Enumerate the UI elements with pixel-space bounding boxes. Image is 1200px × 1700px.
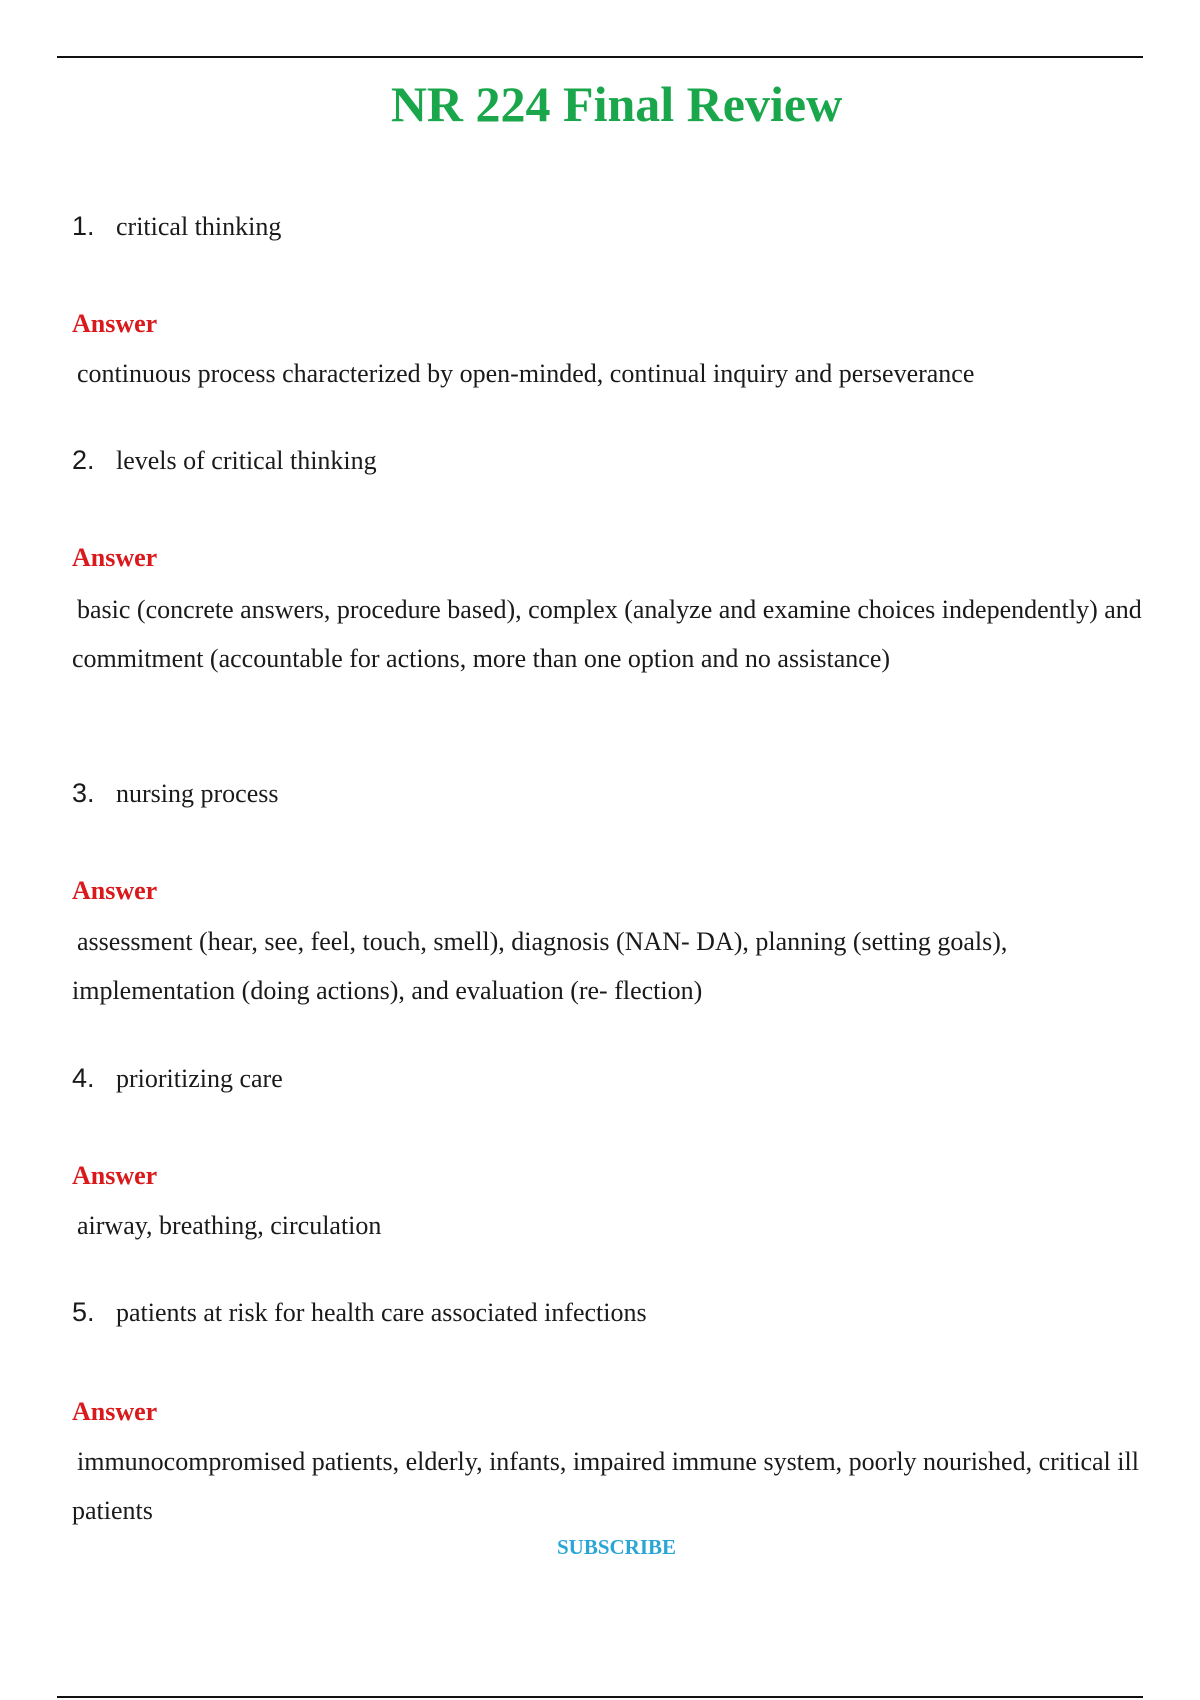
question-number: 4.	[72, 1063, 95, 1093]
question-5	[72, 1295, 647, 1330]
answer-body: assessment (hear, see, feel, touch, smell), diagnosis (NAN- DA), planning (setting goals), implementation (doing actions), and evaluation (re- flection)	[72, 927, 1008, 1005]
answer-text-5	[72, 1437, 1142, 1535]
answer-text-1	[72, 349, 1142, 398]
top-rule	[57, 56, 1143, 58]
answer-label-3: Answer	[72, 876, 158, 905]
bottom-rule	[57, 1696, 1143, 1698]
subscribe-link[interactable]: SUBSCRIBE	[556, 1535, 677, 1559]
answer-text-4	[72, 1201, 1142, 1250]
question-text: critical thinking	[116, 212, 282, 241]
question-text: levels of critical thinking	[116, 446, 377, 475]
answer-label-5: Answer	[72, 1397, 158, 1426]
question-text: prioritizing care	[116, 1064, 283, 1093]
answer-body: basic (concrete answers, procedure based), complex (analyze and examine choices independently) and commitment (accountable for actions, more than one option and no assistance)	[72, 595, 1142, 673]
question-text: patients at risk for health care associated infections	[116, 1298, 647, 1327]
question-4	[72, 1061, 283, 1096]
question-1	[72, 209, 281, 244]
answer-text-3	[72, 917, 1142, 1015]
answer-label-1: Answer	[72, 309, 158, 338]
answer-body: airway, breathing, circulation	[77, 1211, 382, 1240]
question-number: 3.	[72, 778, 95, 808]
question-text: nursing process	[116, 779, 279, 808]
answer-text-2	[72, 585, 1142, 683]
question-number: 2.	[72, 445, 95, 475]
question-number: 5.	[72, 1297, 95, 1327]
question-2	[72, 443, 377, 478]
answer-label-2: Answer	[72, 543, 158, 572]
answer-body: immunocompromised patients, elderly, infants, impaired immune system, poorly nourished, critical ill patients	[72, 1447, 1139, 1525]
question-3	[72, 776, 278, 811]
page-title: NR 224 Final Review	[390, 76, 843, 132]
answer-body: continuous process characterized by open-minded, continual inquiry and perseverance	[77, 359, 975, 388]
answer-label-4: Answer	[72, 1161, 158, 1190]
question-number: 1.	[72, 211, 95, 241]
